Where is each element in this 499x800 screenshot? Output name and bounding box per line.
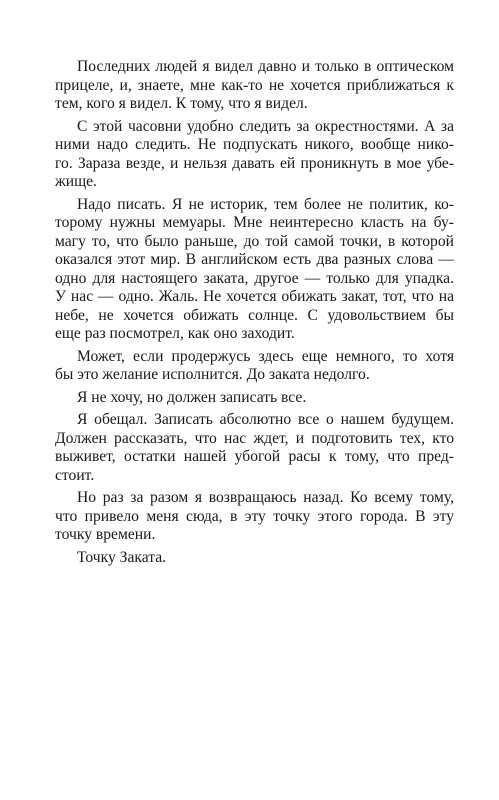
paragraph-1 bbox=[55, 58, 454, 114]
paragraph-5 bbox=[55, 389, 454, 408]
paragraph-2 bbox=[55, 118, 454, 192]
text-line: тем, кого я видел. К тому, что я видел. bbox=[55, 95, 308, 112]
paragraph-3 bbox=[55, 196, 454, 344]
text-line: жище. bbox=[55, 173, 97, 190]
paragraph-6 bbox=[55, 411, 454, 485]
text-line: стоит. bbox=[55, 466, 95, 484]
text-line: небе, не хочется обижать солнце. С удовольствием бы bbox=[55, 306, 454, 324]
text-line: Последних людей я видел давно и только в оптическом bbox=[77, 58, 454, 75]
text-line: прицеле, и, знаете, мне как-то не хочется приближаться к bbox=[55, 76, 454, 94]
text-line: выживет, остатки нашей убогой расы к тому, что пред- bbox=[55, 448, 454, 465]
paragraph-4 bbox=[55, 348, 454, 385]
paragraph-8 bbox=[55, 549, 454, 568]
text-line: магу то, что было раньше, до той самой точки, в которой bbox=[55, 232, 454, 250]
text-line: оказался этот мир. В английском есть два разных слова — bbox=[55, 251, 454, 268]
text-line: Я не хочу, но должен записать все. bbox=[77, 388, 307, 406]
text-line: С этой часовни удобно следить за окрестностями. А за bbox=[77, 117, 454, 135]
paragraph-7 bbox=[55, 489, 454, 545]
text-line: еще раз посмотрел, как оно заходит. bbox=[55, 325, 295, 342]
text-line: точку времени. bbox=[55, 526, 156, 543]
text-line: торому нужны мемуары. Мне неинтересно класть на бу- bbox=[55, 214, 454, 231]
text-line: Я обещал. Записать абсолютно все о нашем будущем. bbox=[77, 411, 454, 428]
text-line: Точку Заката. bbox=[77, 548, 167, 566]
text-line: У нас — одно. Жаль. Не хочется обижать закат, тот, что на bbox=[55, 288, 454, 305]
text-line: что привело меня сюда, в эту точку этого города. В эту bbox=[55, 507, 454, 525]
text-line: Может, если продержусь здесь еще немного, то хотя bbox=[77, 347, 454, 365]
book-page bbox=[55, 58, 454, 571]
text-line: бы это желание исполнится. До заката недолго. bbox=[55, 366, 370, 383]
text-line: Надо писать. Я не историк, тем более не политик, ко- bbox=[77, 195, 454, 213]
text-line: одно для настоящего заката, другое — только для упадка. bbox=[55, 269, 454, 287]
text-line: го. Зараза везде, и нельзя давать ей проникнуть в мое убе- bbox=[55, 154, 454, 172]
text-line: Но раз за разом я возвращаюсь назад. Ко всему тому, bbox=[77, 489, 454, 506]
text-line: ними надо следить. Не подпускать никого, вообще нико- bbox=[55, 136, 454, 153]
text-line: Должен рассказать, что нас ждет, и подготовить тех, кто bbox=[55, 429, 454, 447]
